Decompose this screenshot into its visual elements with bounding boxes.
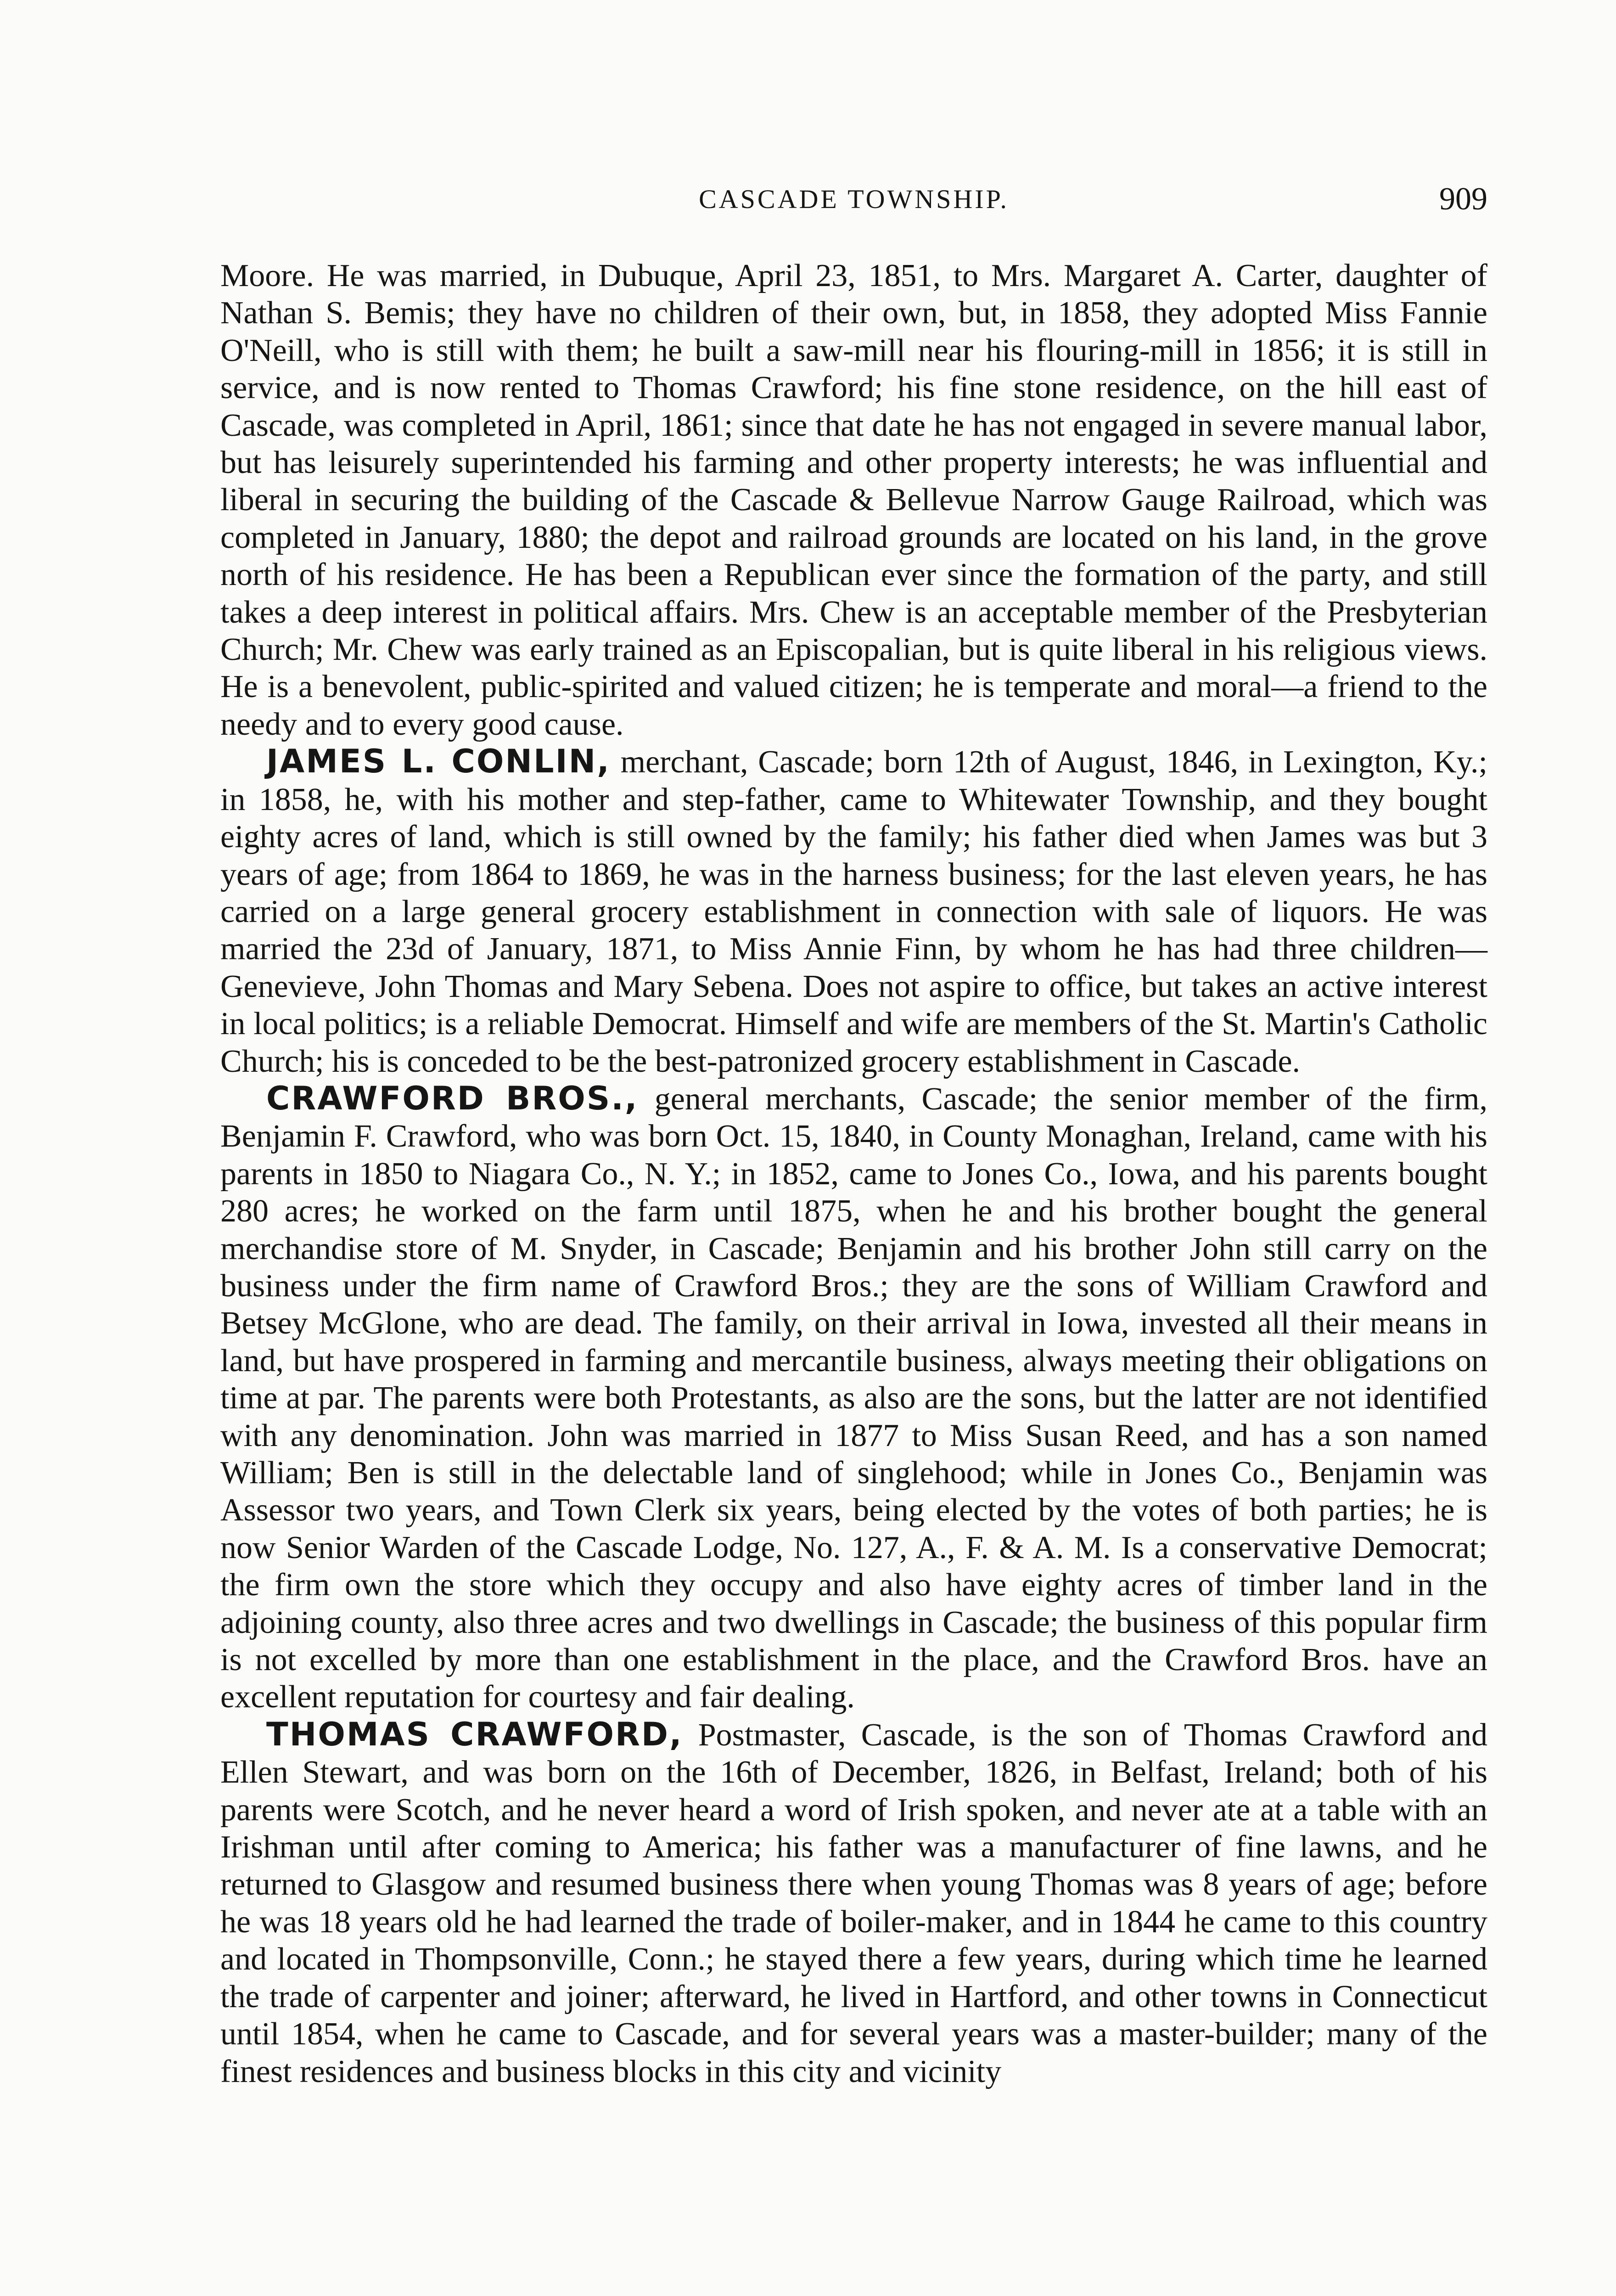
paragraph-text: Moore. He was married, in Dubuque, April 23, 1851, to Mrs. Margaret A. Carter, daughter of Nathan S. Bemis; they have no children of their own, but, in 1858, they adopted Miss Fannie O'Neill, who is still with them; he built a saw-mill near his flouring-mill in 1856; it is still in service, and is now rented to Thomas Crawford; his fine stone residence, on the hill east of Cascade, was completed in April, 1861; since that date he has not engaged in severe manual labor, but has leisurely superintended his farming and other property interests; he was influential and liberal in securing the building of the Cascade & Bellevue Narrow Gauge Railroad, which was completed in January, 1880; the depot and railroad grounds are located on his land, in the grove north of his residence. He has been a Republican ever since the formation of the party, and still takes a deep interest in political affairs. Mrs. Chew is an acceptable member of the Presbyterian Church; Mr. Chew was early trained as an Episcopalian, but is quite liberal in his religious views. He is a benevolent, public-spirited and valued citizen; he is temperate and moral—a friend to the needy and to every good cause. bbox=[220, 258, 1487, 742]
entry-heading: JAMES L. CONLIN, bbox=[266, 743, 611, 781]
entry-text: Postmaster, Cascade, is the son of Thomas Crawford and Ellen Stewart, and was born on the 16th of December, 1826, in Belfast, Ireland; both of his parents were Scotch, and he never heard a word of Irish spoken, and never ate at a table with an Irishman until after coming to America; his father was a manufacturer of fine lawns, and he returned to Glasgow and resumed business there when young Thomas was 8 years of age; before he was 18 years old he had learned the trade of boiler-maker, and in 1844 he came to this country and located in Thompsonville, Conn.; he stayed there a few years, during which time he learned the trade of carpenter and joiner; afterward, he lived in Hartford, and other towns in Connecticut until 1854, when he came to Cascade, and for several years was a master-builder; many of the finest residences and business blocks in this city and vicinity bbox=[220, 1717, 1487, 2089]
entry-crawford-bros bbox=[220, 1080, 1487, 1716]
entry-james-conlin bbox=[220, 743, 1487, 1080]
entry-thomas-crawford bbox=[220, 1716, 1487, 2090]
entry-text: merchant, Cascade; born 12th of August, 1846, in Lexington, Ky.; in 1858, he, with his mother and step-father, came to Whitewater Township, and they bought eighty acres of land, which is still owned by the family; his father died when James was but 3 years of age; from 1864 to 1869, he was in the harness business; for the last eleven years, he has carried on a large general grocery establishment in connection with sale of liquors. He was married the 23d of January, 1871, to Miss Annie Finn, by whom he has had three children—Genevieve, John Thomas and Mary Sebena. Does not aspire to office, but takes an active interest in local politics; is a reliable Democrat. Himself and wife are members of the St. Martin's Catholic Church; his is conceded to be the best-patronized grocery establishment in Cascade. bbox=[220, 744, 1487, 1079]
paragraph-chew-continued bbox=[220, 257, 1487, 743]
page-number: 909 bbox=[1439, 181, 1487, 217]
running-title: CASCADE TOWNSHIP. bbox=[699, 184, 1009, 214]
body-text bbox=[220, 257, 1487, 2090]
running-head bbox=[220, 181, 1487, 220]
entry-text: general merchants, Cascade; the senior member of the firm, Benjamin F. Crawford, who was born Oct. 15, 1840, in County Monaghan, Ireland, came with his parents in 1850 to Niagara Co., N. Y.; in 1852, came to Jones Co., Iowa, and his parents bought 280 acres; he worked on the farm until 1875, when he and his brother bought the general merchandise store of M. Snyder, in Cascade; Benjamin and his brother John still carry on the business under the firm name of Crawford Bros.; they are the sons of William Crawford and Betsey McGlone, who are dead. The family, on their arrival in Iowa, invested all their means in land, but have prospered in farming and mercantile business, always meeting their obligations on time at par. The parents were both Protestants, as also are the sons, but the latter are not identified with any denomination. John was married in 1877 to Miss Susan Reed, and has a son named William; Ben is still in the delectable land of singlehood; while in Jones Co., Benjamin was Assessor two years, and Town Clerk six years, being elected by the votes of both parties; he is now Senior Warden of the Cascade Lodge, No. 127, A., F. & A. M. Is a conservative Democrat; the firm own the store which they occupy and also have eighty acres of timber land in the adjoining county, also three acres and two dwellings in Cascade; the business of this popular firm is not excelled by more than one establishment in the place, and the Crawford Bros. have an excellent reputation for courtesy and fair dealing. bbox=[220, 1081, 1488, 1715]
entry-heading: THOMAS CRAWFORD, bbox=[266, 1715, 683, 1753]
entry-heading: CRAWFORD BROS., bbox=[266, 1079, 639, 1117]
